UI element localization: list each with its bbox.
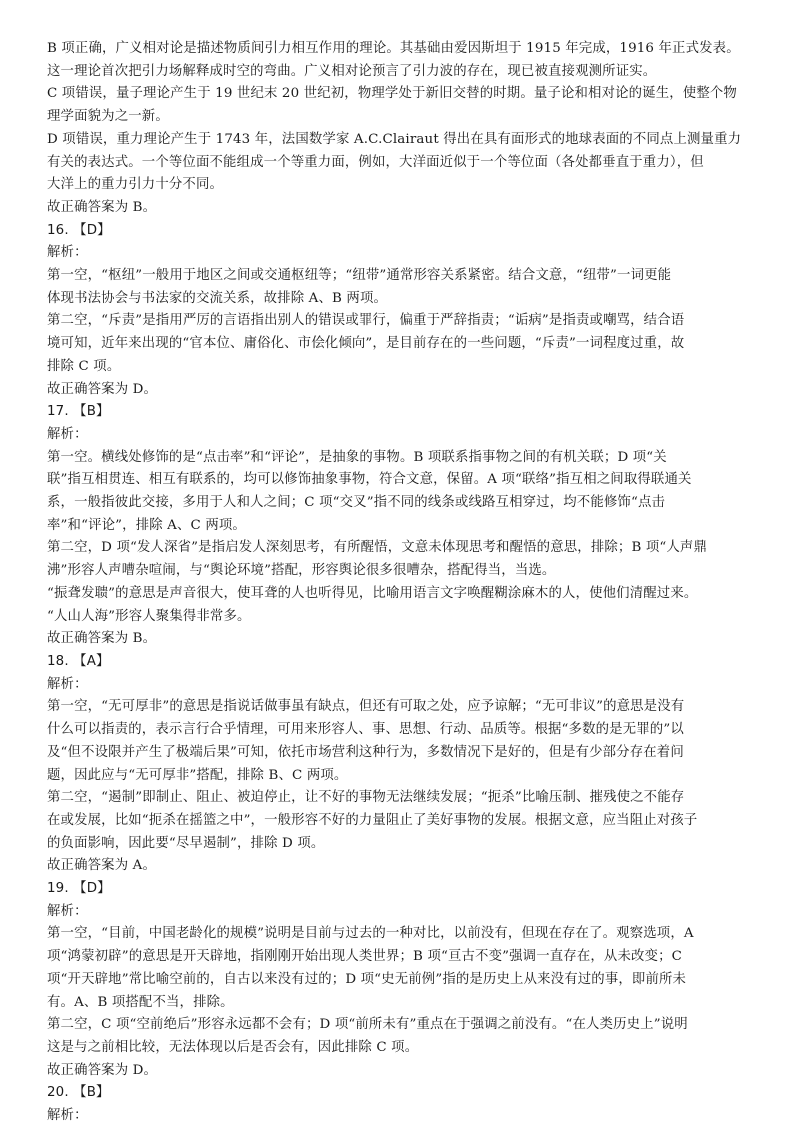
text-line: 题，因此应与“无可厚非”搭配，排除 B、C 两项。 [47,767,348,783]
explanation-paragraph [47,674,756,697]
explanation-paragraph [47,242,756,265]
text-line: 解析： [47,426,88,442]
text-line: 第二空，“遏制”即制止、阻止、被迫停止，让不好的事物无法继续发展；“扼杀”比喻压制、摧残使之不能存 [47,790,685,806]
explanation-paragraph [47,447,756,538]
text-line: 第二空，C 项“空前绝后”形容永远都不会有；D 项“前所未有”重点在于强调之前没有。“在人类历史上”说明 [47,1017,688,1033]
text-line: 有。A、B 项搭配不当，排除。 [47,994,234,1010]
text-line: 解析： [47,245,88,261]
text-line: 故正确答案为 D。 [47,381,158,397]
text-line: “人山人海”形容人聚集得非常多。 [47,608,251,624]
text-line: 16. 【D】 [47,222,111,238]
question-answer-heading [47,878,756,901]
text-line: 故正确答案为 A。 [47,858,157,874]
text-line: 第二空，D 项“发人深省”是指启发人深刻思考，有所醒悟，文意未体现思考和醒悟的意思，排除；B 项“人声鼎 [47,540,708,556]
text-line: 第一空，“无可厚非”的意思是指说话做事虽有缺点，但还有可取之处，应予谅解；“无可非议”的意思是没有 [47,699,685,715]
explanation-paragraph [47,424,756,447]
explanation-paragraph [47,787,756,855]
explanation-paragraph [47,923,756,1014]
text-line: B 项正确，广义相对论是描述物质间引力相互作用的理论。其基础由爱因斯坦于 1915 年完成，1916 年正式发表。 [47,41,740,56]
text-line: 大洋上的重力引力十分不同。 [47,177,224,193]
explanation-paragraph [47,83,756,128]
text-line: 18. 【A】 [47,653,110,669]
text-line: 什么可以指责的，表示言行合乎情理，可用来形容人、事、思想、行动、品质等。根据“多数的是无罪的”以 [47,722,684,738]
text-line: 这是与之前相比较，无法体现以后是否会有，因此排除 C 项。 [47,1039,419,1055]
explanation-paragraph [47,265,756,310]
explanation-paragraph [47,628,756,651]
text-line: 境可知，近年来出现的“官本位、庸俗化、市侩化倾向”，是目前存在的一些问题，“斥责”一词程度过重，故 [47,336,685,352]
text-line: 项“鸿蒙初辟”的意思是开天辟地，指刚刚开始出现人类世界；B 项“亘古不变”强调一直存在，从未改变；C [47,949,683,965]
text-line: 及“但不设限并产生了极端后果”可知，依托市场营利这种行为，多数情况下是好的，但是有少部分存在着问 [47,744,684,760]
explanation-paragraph [47,129,756,197]
explanation-paragraph [47,696,756,787]
question-answer-heading [47,1082,756,1105]
text-line: 这一理论首次把引力场解释成时空的弯曲。广义相对论预言了引力波的存在，现已被直接观测所证实。 [47,63,657,79]
question-answer-heading [47,401,756,424]
text-line: 故正确答案为 B。 [47,199,157,215]
text-line: 第一空，“枢纽”一般用于地区之间或交通枢纽等；“纽带”通常形容关系紧密。结合文意，“纽带”一词更能 [47,268,672,284]
text-line: 系，一般指彼此交接，多用于人和人之间；C 项“交叉”指不同的线条或线路互相穿过，均不能修饰“点击 [47,495,666,511]
text-line: 20. 【B】 [47,1085,110,1101]
explanation-paragraph [47,1060,756,1083]
text-line: 项“开天辟地”常比喻空前的，自古以来没有过的；D 项“史无前例”指的是历史上从来没有过的事，即前所未 [47,971,687,987]
explanation-paragraph [47,38,756,83]
question-answer-heading [47,651,756,674]
explanation-paragraph [47,379,756,402]
text-line: 体现书法协会与书法家的交流关系，故排除 A、B 两项。 [47,290,388,306]
text-line: “振聋发聩”的意思是声音很大，使耳聋的人也听得见，比喻用语言文字唤醒糊涂麻木的人，使他们清醒过来。 [47,585,698,601]
text-line: 有关的表达式。一个等位面不能组成一个等重力面，例如，大洋面近似于一个等位面（各处都垂直于重力），但 [47,154,704,170]
text-line: 第一空，“目前，中国老龄化的规模”说明是目前与过去的一种对比，以前没有，但现在存在了。观察选项，A [47,926,694,942]
text-line: C 项错误，量子理论产生于 19 世纪末 20 世纪初，物理学处于新旧交替的时期。量子论和相对论的诞生，使整个物 [47,86,737,102]
text-line: 解析： [47,676,88,692]
text-line: 排除 C 项。 [47,358,121,374]
text-line: 联”指互相贯连、相互有联系的，均可以修饰抽象事物，符合文意，保留。A 项“联络”指互相之间取得联通关 [47,472,692,488]
explanation-paragraph [47,1014,756,1059]
text-line: 故正确答案为 B。 [47,631,157,647]
text-line: 沸”形容人声嘈杂喧闹，与“舆论环境”搭配，形容舆论很多很嘈杂，搭配得当，当选。 [47,563,556,579]
explanation-paragraph [47,537,756,628]
text-line: 故正确答案为 D。 [47,1062,158,1078]
text-line: 19. 【D】 [47,881,111,897]
text-line: 第一空。横线处修饰的是“点击率”和“评论”，是抽象的事物。B 项联系指事物之间的有机关联；D 项“关 [47,449,667,465]
explanation-paragraph [47,310,756,378]
explanation-paragraph [47,197,756,220]
text-line: 解析： [47,903,88,919]
text-line: 17. 【B】 [47,404,110,420]
text-line: 率”和“评论”，排除 A、C 两项。 [47,517,246,533]
explanation-paragraph [47,1105,756,1128]
question-answer-heading [47,220,756,243]
explanation-paragraph [47,855,756,878]
text-line: 的负面影响，因此要“尽早遏制”，排除 D 项。 [47,835,325,851]
text-line: 在或发展，比如“扼杀在摇篮之中”，一般形容不好的力量阻止了美好事物的发展。根据文意，应当阻止对孩子 [47,812,698,828]
text-line: 解析： [47,1108,88,1124]
explanation-paragraph [47,901,756,924]
text-line: 理学面貌为之一新。 [47,109,169,125]
text-line: 第二空，“斥责”是指用严厉的言语指出别人的错误或罪行，偏重于严辞指责；“诟病”是指责或嘲骂，结合语 [47,313,685,329]
text-line: D 项错误，重力理论产生于 1743 年，法国数学家 A.C.Clairaut 得出在具有面形式的地球表面的不同点上测量重力 [47,131,742,147]
